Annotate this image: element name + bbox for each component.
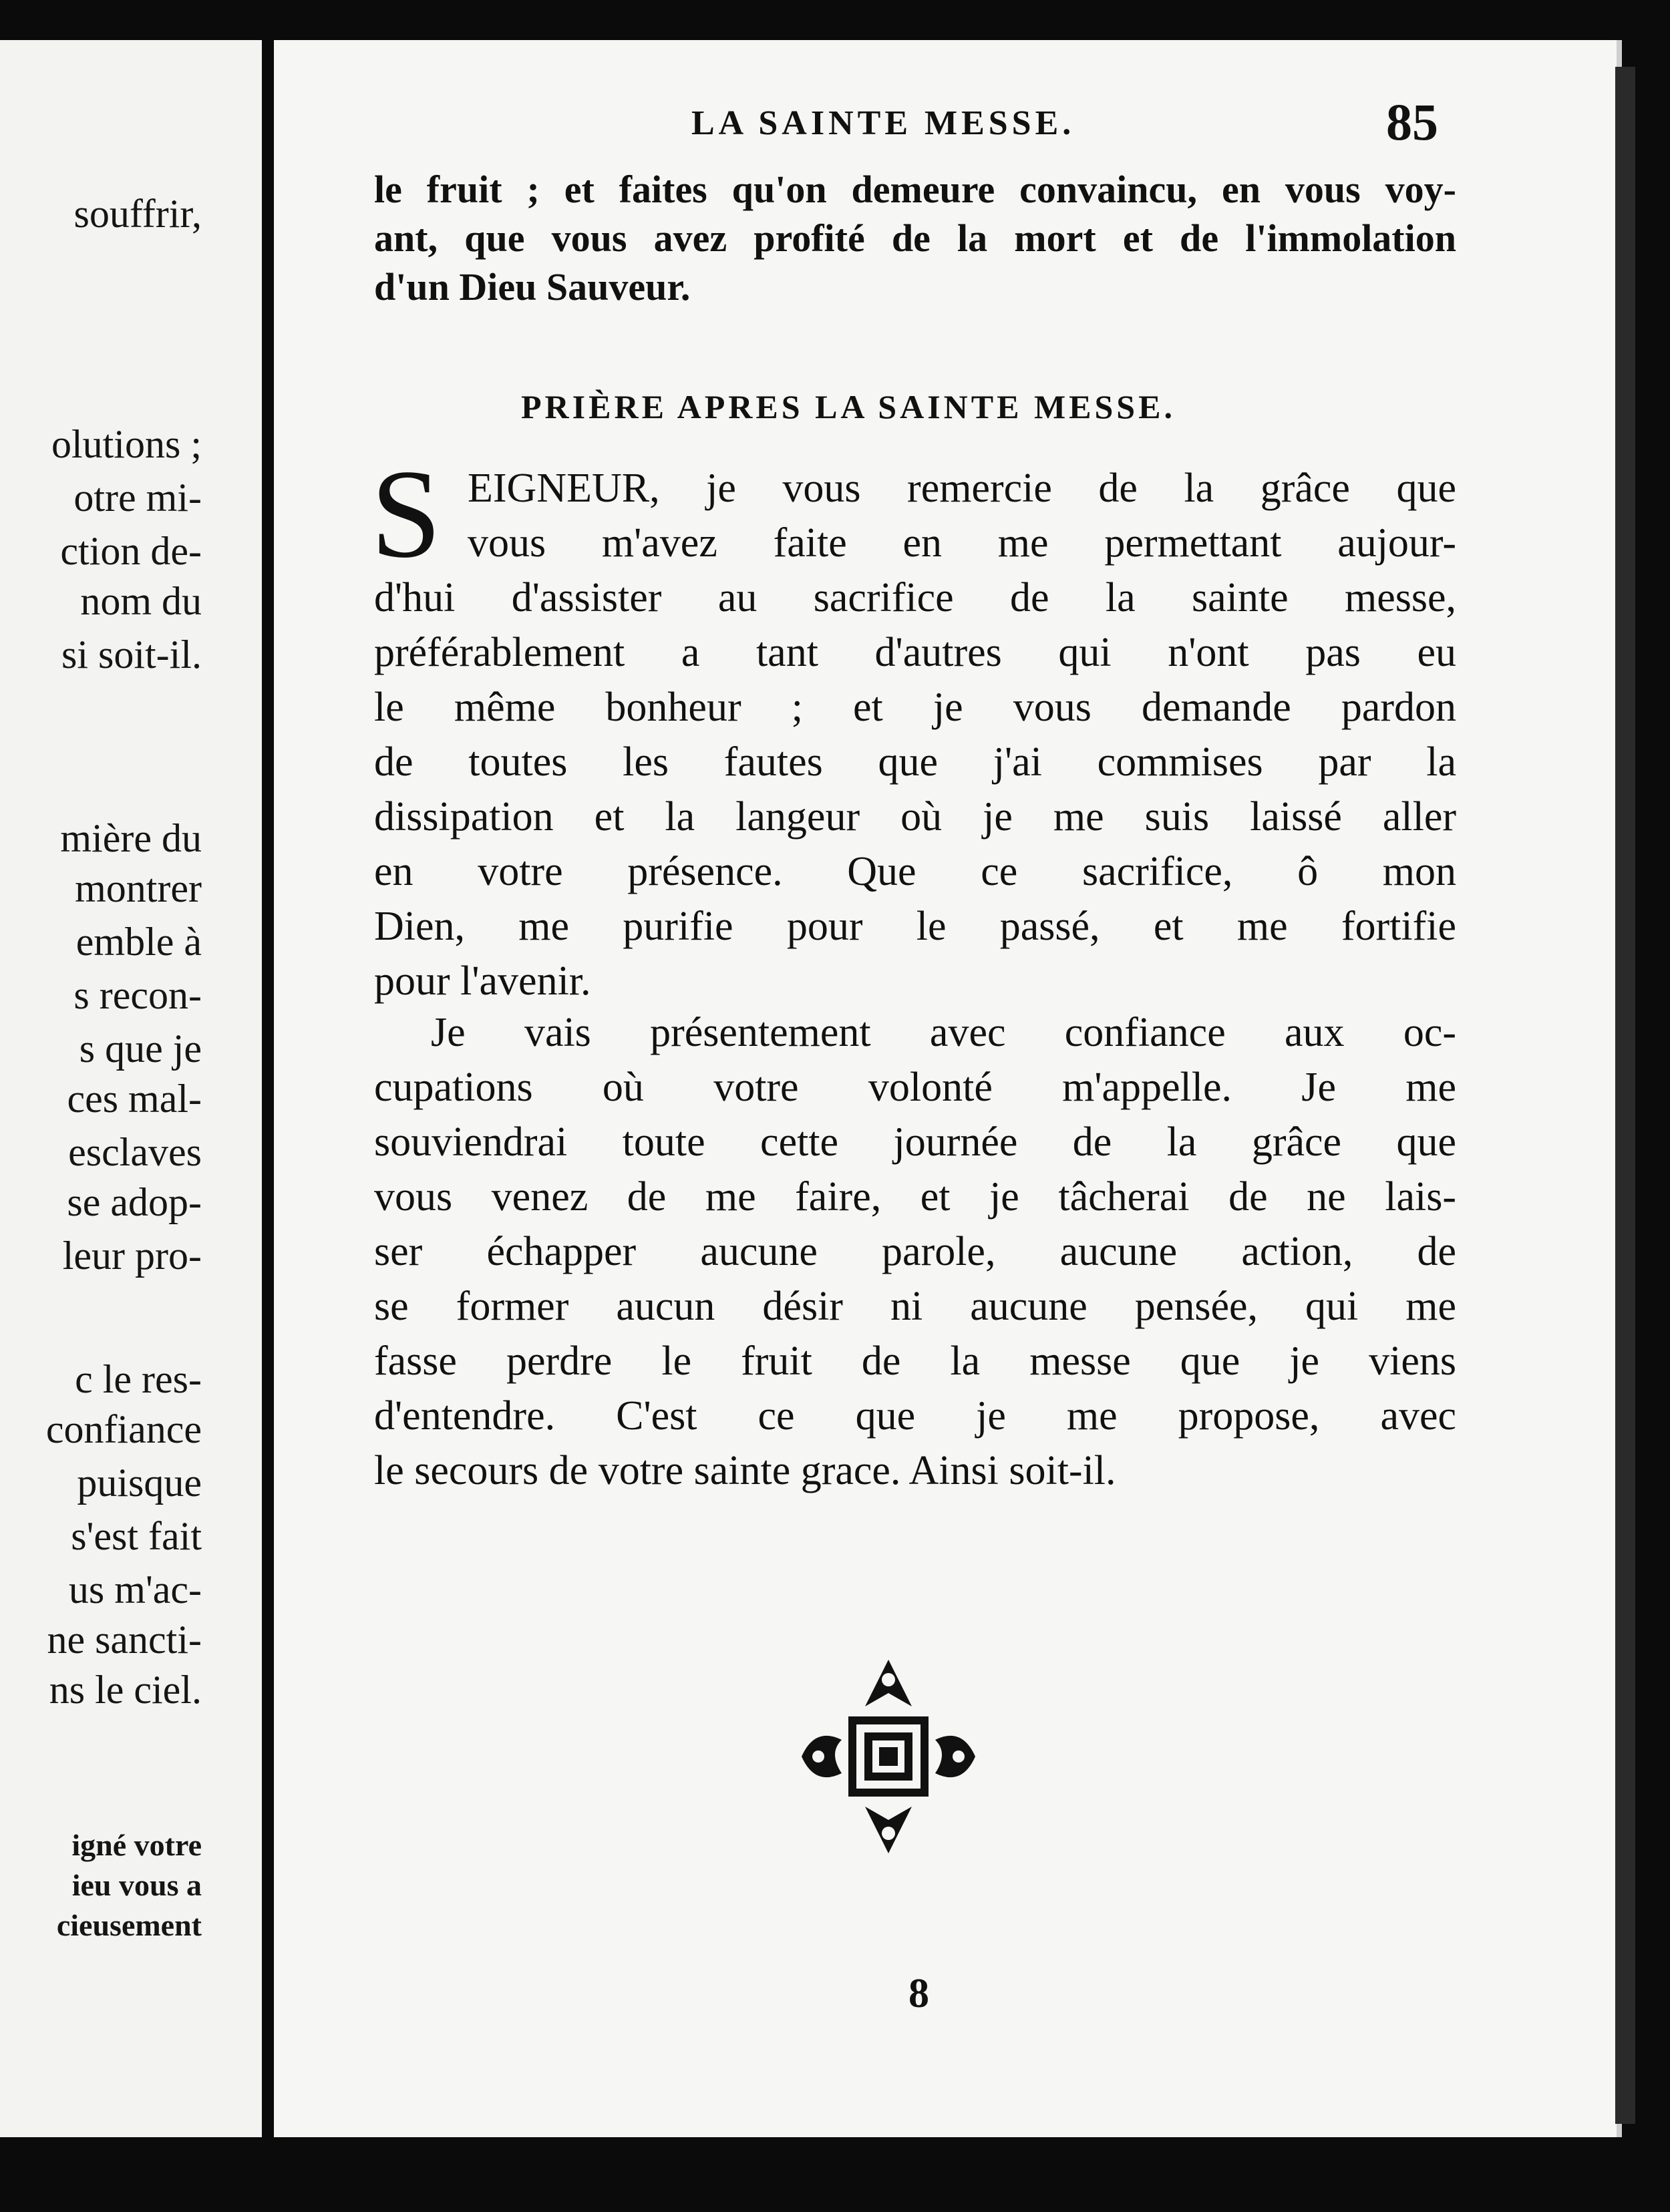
facing-page-line: ction de-: [60, 529, 202, 573]
book-gutter: [262, 40, 274, 2137]
facing-page-line: mière du: [60, 816, 202, 860]
prayer-line: préférablement a tant d'autres qui n'ont pas eu: [374, 630, 1456, 675]
prayer-line: en votre présence. Que ce sacrifice, ô mon: [374, 849, 1456, 894]
prayer-line: dissipation et la langeur où je me suis laissé aller: [374, 794, 1456, 840]
facing-page-bold-line: cieusement: [56, 1908, 202, 1942]
facing-page-line: montrer: [75, 866, 202, 910]
prayer-line: souviendrai toute cette journée de la grâce que: [374, 1119, 1456, 1165]
facing-page-line: ces mal-: [67, 1077, 202, 1121]
facing-page-line: olutions ;: [51, 422, 202, 466]
prayer-line: cupations où votre volonté m'appelle. Je me: [374, 1065, 1456, 1110]
facing-page-line: emble à: [75, 920, 202, 964]
facing-page-bold-line: ieu vous a: [71, 1868, 202, 1902]
prayer-line: le même bonheur ; et je vous demande pardon: [374, 685, 1456, 730]
section-heading: PRIÈRE APRES LA SAINTE MESSE.: [521, 388, 1176, 425]
drop-cap: S: [371, 444, 442, 584]
facing-page-bold-line: igné votre: [71, 1828, 202, 1862]
prayer-line: se former aucun désir ni aucune pensée, qui me: [374, 1284, 1456, 1329]
facing-page-line: puisque: [77, 1461, 202, 1505]
prayer-line: vous venez de me faire, et je tâcherai de ne lais-: [374, 1174, 1456, 1220]
page-number: 85: [1386, 93, 1438, 151]
prayer-line: d'entendre. C'est ce que je me propose, avec: [374, 1393, 1456, 1439]
facing-page-line: otre mi-: [73, 476, 202, 520]
facing-page-line: s'est fait: [71, 1514, 202, 1558]
prayer-line: de toutes les fautes que j'ai commises par la: [374, 739, 1456, 785]
facing-page-line: nom du: [80, 579, 202, 623]
facing-page-line: s recon-: [73, 973, 202, 1017]
signature-mark: 8: [908, 1971, 929, 2016]
prayer-line: pour l'avenir.: [374, 958, 591, 1004]
book-page: [274, 40, 1622, 2137]
facing-page-line: si soit-il.: [61, 632, 202, 677]
facing-page-line: souffrir,: [73, 192, 202, 236]
prayer-line: vous m'avez faite en me permettant aujour-: [468, 520, 1456, 566]
facing-page-line: s que je: [79, 1027, 202, 1071]
continuation-line: le fruit ; et faites qu'on demeure convaincu, en vous voy-: [374, 168, 1456, 211]
facing-page-line: ns le ciel.: [49, 1668, 202, 1712]
facing-page-line: ne sancti-: [47, 1618, 202, 1662]
facing-page-line: c le res-: [75, 1357, 202, 1401]
running-head: LA SAINTE MESSE.: [691, 104, 1075, 142]
facing-page: [0, 40, 262, 2137]
prayer-line: ser échapper aucune parole, aucune action, de: [374, 1229, 1456, 1274]
printer-ornament: [795, 1653, 982, 1860]
prayer-line: Je vais présentement avec confiance aux oc-: [431, 1010, 1456, 1055]
page-edge: [1615, 67, 1635, 2124]
continuation-line: ant, que vous avez profité de la mort et de l'immolation: [374, 216, 1456, 260]
facing-page-line: leur pro-: [62, 1234, 202, 1278]
prayer-line: EIGNEUR, je vous remercie de la grâce que: [468, 466, 1456, 511]
prayer-line: d'hui d'assister au sacrifice de la sainte messe,: [374, 575, 1456, 620]
facing-page-line: us m'ac-: [68, 1568, 202, 1612]
prayer-line: Dien, me purifie pour le passé, et me fortifie: [374, 904, 1456, 949]
continuation-line: d'un Dieu Sauveur.: [374, 265, 691, 309]
facing-page-line: se adop-: [67, 1180, 202, 1224]
prayer-line: le secours de votre sainte grace. Ainsi soit-il.: [374, 1448, 1116, 1493]
facing-page-line: confiance: [45, 1407, 202, 1451]
prayer-line: fasse perdre le fruit de la messe que je viens: [374, 1338, 1456, 1384]
facing-page-line: esclaves: [68, 1130, 202, 1174]
